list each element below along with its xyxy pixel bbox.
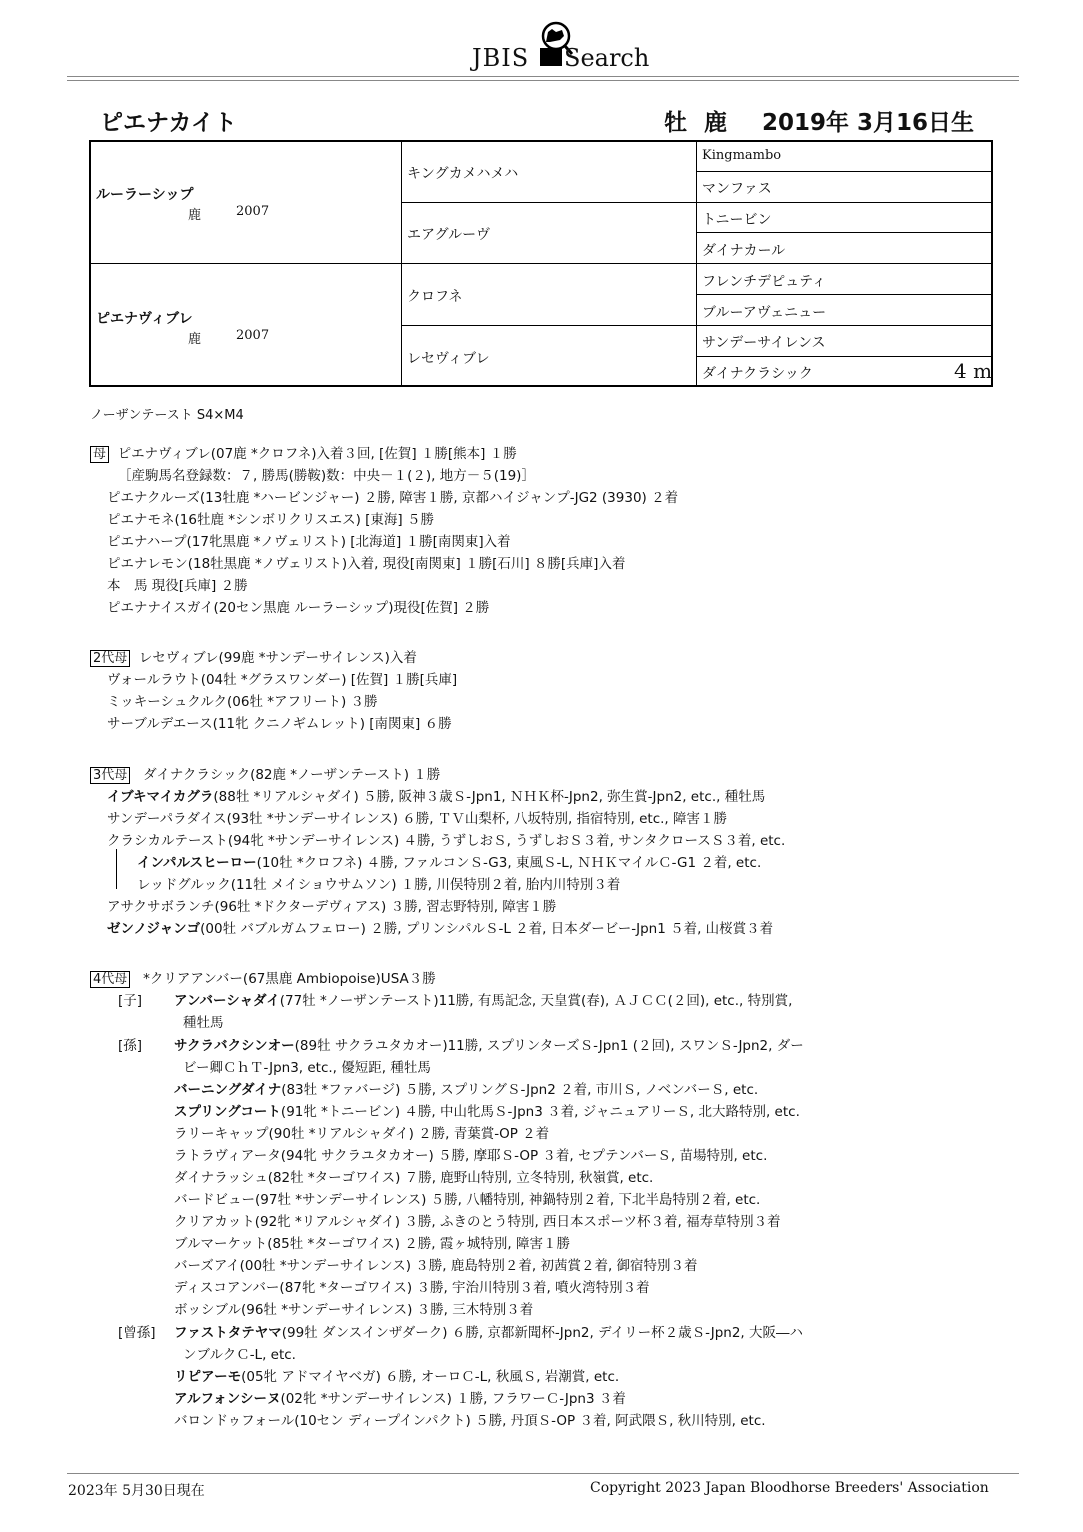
grandparent: クロフネ [407, 289, 463, 305]
stakes-winner-name: インパルスヒーロー [137, 855, 257, 871]
sire-year: 2007 [236, 204, 270, 219]
grandparent: エアグルーヴ [407, 227, 491, 243]
stakes-winner-name: バーニングダイナ [174, 1082, 282, 1098]
third-dam-produce-line: アサクサボランチ(96牡 *ドクターデヴィアス) ３勝, 習志野特別, 障害１勝 [107, 899, 557, 915]
dam-produce-line: 本 馬 現役[兵庫] ２勝 [107, 578, 248, 594]
horse-birthdate: 2019年 3月16日生 [762, 110, 975, 136]
stakes-winner-name: アルフォンシーヌ [174, 1391, 281, 1407]
copyright: Copyright 2023 Japan Bloodhorse Breeders' Association [590, 1480, 989, 1496]
pedigree-divider [696, 356, 991, 357]
grandparent: キングカメハメハ [407, 166, 519, 182]
footer-rule [67, 1473, 1019, 1474]
fourth-dam-descendant-line: リピアーモ(05牝 アドマイヤベガ) ６勝, オーロＣ-L, 秋風Ｓ, 岩潮賞, etc. [174, 1369, 620, 1385]
dam-name: ピエナヴィブレ [96, 311, 193, 327]
third-dam-produce-line: クラシカルテースト(94牝 *サンデーサイレンス) ４勝, うずしおＳ, うずしおＳ３着, サンタクロースＳ３着, etc. [107, 833, 786, 849]
grandparent: レセヴィブレ [407, 351, 490, 367]
great-grandparent: ダイナクラシック [702, 366, 813, 382]
horse-color: 鹿 [704, 110, 727, 136]
fourth-dam-descendant-line: バードビュー(97牡 *サンデーサイレンス) ５勝, 八幡特別, 神鍋特別２着, 下北半島特別２着, etc. [174, 1192, 761, 1208]
great-grandparent: マンファス [702, 181, 772, 197]
section-tag: 3代母 [90, 767, 130, 784]
logo-text-jbis: JBIS [472, 44, 530, 72]
section-tag: 2代母 [90, 650, 130, 667]
jbis-search-logo[interactable] [470, 18, 650, 74]
stakes-winner-name: ゼンノジャンゴ [107, 921, 201, 937]
fourth-dam-descendant-line: バロンドゥフォール(10セン ディープインパクト) ５勝, 丹頂Ｓ-OP ３着, 阿武隈Ｓ, 秋川特別, etc. [174, 1413, 766, 1429]
section-tag: 4代母 [90, 971, 130, 988]
stakes-winner-name: スプリングコート [174, 1104, 281, 1120]
third-dam-produce-line: サンデーパラダイス(93牡 *サンデーサイレンス) ６勝, ＴＶ山梨杯, 八坂特別, 指宿特別, etc., 障害１勝 [107, 811, 728, 827]
inbreeding-note: ノーザンテースト S4×M4 [90, 408, 244, 423]
third-dam-grandproduce-line: インパルスヒーロー(10牡 *クロフネ) ４勝, ファルコンＳ-G3, 東風Ｓ-L, ＮＨＫマイルＣ-G1 ２着, etc. [137, 855, 762, 871]
great-grandparent: Kingmambo [702, 148, 782, 163]
third-dam-heading [90, 763, 440, 784]
second-dam-produce-line: サーブルデエース(11牝 クニノギムレット) [南関東] ６勝 [107, 716, 452, 732]
group-label-children: [子] [118, 993, 143, 1009]
fourth-dam-line: *クリアアンバー(67黒鹿 Ambiopoise)USA３勝 [143, 971, 436, 987]
inbreed-mark: 4 m [954, 359, 993, 383]
pedigree-divider [91, 263, 991, 264]
pedigree-divider [401, 325, 991, 326]
third-dam-line: ダイナクラシック(82鹿 *ノーザンテースト) １勝 [143, 767, 441, 783]
fourth-dam-descendant-line: クリアカット(92牝 *リアルシャダイ) ３勝, ふきのとう特別, 西日本スポーツ杯３着, 福寿草特別３着 [174, 1214, 781, 1230]
fourth-dam-descendant-continuation: ビー卿ＣｈＴ-Jpn3, etc., 優短距, 種牡馬 [183, 1060, 431, 1076]
horse-sex: 牡 [664, 110, 687, 136]
fourth-dam-descendant-line: ラリーキャップ(90牡 *リアルシャダイ) ２勝, 青葉賞-OP ２着 [174, 1126, 550, 1142]
dam-heading [90, 442, 517, 463]
sire-name: ルーラーシップ [96, 187, 194, 203]
second-dam-heading [90, 646, 417, 667]
second-dam-line: レセヴィブレ(99鹿 *サンデーサイレンス)入着 [138, 650, 417, 666]
fourth-dam-descendant-line: サクラバクシンオー(89牡 サクラユタカオー)11勝, スプリンターズＳ-Jpn1 (２回), スワンＳ-Jpn2, ダー [174, 1038, 804, 1054]
great-grandparent: トニービン [702, 212, 772, 228]
dam-produce-line: ピエナハープ(17牝黒鹿 *ノヴェリスト) [北海道] １勝[南関東]入着 [107, 534, 511, 550]
header-rule-1 [67, 76, 1019, 77]
fourth-dam-descendant-line: バーニングダイナ(83牡 *ファバージ) ５勝, スプリングＳ-Jpn2 ２着, 市川Ｓ, ノベンバーＳ, etc. [174, 1082, 759, 1098]
header-rule-2 [67, 80, 1019, 81]
dam-produce-line: ピエナクルーズ(13牡鹿 *ハービンジャー) ２勝, 障害１勝, 京都ハイジャンプ-JG2 (3930) ２着 [107, 490, 679, 506]
group-label-great-grandchildren: [曾孫] [118, 1325, 156, 1341]
fourth-dam-descendant-line: ディスコアンバー(87牝 *ターゴワイス) ３勝, 宇治川特別３着, 噴火湾特別３着 [174, 1280, 650, 1296]
fourth-dam-descendant-line: ブルマーケット(85牡 *ターゴワイス) ２勝, 霞ヶ城特別, 障害１勝 [174, 1236, 570, 1252]
great-grandparent: サンデーサイレンス [702, 335, 826, 351]
horse-name: ピエナカイト [100, 110, 237, 136]
third-dam-produce-line: イブキマイカグラ(88牡 *リアルシャダイ) ５勝, 阪神３歳Ｓ-Jpn1, ＮＨＫ杯-Jpn2, 弥生賞-Jpn2, etc., 種牡馬 [107, 789, 766, 805]
stakes-winner-name: リピアーモ [174, 1369, 242, 1385]
dam-produce-line: ピエナモネ(16牡鹿 *シンボリクリスエス) [東海] ５勝 [107, 512, 434, 528]
pedigree-table [89, 140, 993, 387]
fourth-dam-descendant-line: バーズアイ(00牡 *サンデーサイレンス) ３勝, 鹿島特別２着, 初茜賞２着, 御宿特別３着 [174, 1258, 698, 1274]
fourth-dam-descendant-line: ダイナラッシュ(82牡 *ターゴワイス) ７勝, 鹿野山特別, 立冬特別, 秋嶺賞, etc. [174, 1170, 654, 1186]
fourth-dam-descendant-line: ラトラヴィアータ(94牝 サクラユタカオー) ５勝, 摩耶Ｓ-OP ３着, セプテンバーＳ, 苗場特別, etc. [174, 1148, 768, 1164]
great-grandparent: ブルーアヴェニュー [702, 305, 827, 321]
fourth-dam-descendant-line: スプリングコート(91牝 *トニービン) ４勝, 中山牝馬Ｓ-Jpn3 ３着, ジャニュアリーＳ, 北大路特別, etc. [174, 1104, 800, 1120]
dam-line: ピエナヴィブレ(07鹿 *クロフネ)入着３回, [佐賀] １勝[熊本] １勝 [117, 446, 517, 462]
logo-text-search: Search [564, 44, 650, 72]
dam-produce-line: ピエナナイスガイ(20セン黒鹿 ルーラーシップ)現役[佐賀] ２勝 [107, 600, 490, 616]
fourth-dam-descendant-continuation: ンブルクＣ-L, etc. [183, 1347, 296, 1363]
pedigree-divider [696, 294, 991, 295]
dam-year: 2007 [236, 328, 270, 343]
pedigree-divider [696, 232, 991, 233]
fourth-dam-descendant-line: アルフォンシーヌ(02牝 *サンデーサイレンス) １勝, フラワーＣ-Jpn3 ３着 [174, 1391, 626, 1407]
great-grandparent: ダイナカール [702, 243, 786, 259]
pedigree-divider [696, 171, 991, 172]
third-dam-grandproduce-line: レッドグルック(11牡 メイショウサムソン) １勝, 川俣特別２着, 胎内川特別３着 [137, 877, 621, 893]
stakes-winner-name: サクラバクシンオー [174, 1038, 295, 1054]
stakes-winner-name: イブキマイカグラ [107, 789, 214, 805]
sire-color: 鹿 [188, 208, 202, 223]
dam-produce-summary: ［産駒馬名登録数：７, 勝馬(勝鞍)数：中央－１(２), 地方－５(19)］ [118, 468, 535, 484]
fourth-dam-heading [90, 967, 436, 988]
fourth-dam-descendant-continuation: 種牡馬 [183, 1015, 224, 1031]
pedigree-divider [401, 202, 991, 203]
section-tag: 母 [90, 446, 109, 463]
dam-produce-line: ピエナレモン(18牡黒鹿 *ノヴェリスト)入着, 現役[南関東] １勝[石川] ８勝[兵庫]入着 [107, 556, 626, 572]
stakes-winner-name: ファストタテヤマ [174, 1325, 282, 1341]
group-label-grandchildren: [孫] [118, 1038, 143, 1054]
report-date: 2023年 5月30日現在 [68, 1483, 205, 1499]
stakes-winner-name: アンバーシャダイ [174, 993, 280, 1009]
second-dam-produce-line: ヴォールラウト(04牡 *グラスワンダー) [佐賀] １勝[兵庫] [107, 672, 458, 688]
great-grandparent: フレンチデピュティ [702, 274, 826, 290]
third-dam-produce-line: ゼンノジャンゴ(00牡 バブルガムフェロー) ２勝, プリンシパルＳ-L ２着, 日本ダービー-Jpn1 ５着, 山桜賞３着 [107, 921, 774, 937]
dam-color: 鹿 [188, 332, 202, 347]
fourth-dam-descendant-line: ファストタテヤマ(99牡 ダンスインザダーク) ６勝, 京都新聞杯-Jpn2, デイリー杯２歳Ｓ-Jpn2, 大阪―ハ [174, 1325, 804, 1341]
descendant-bar [116, 849, 117, 889]
fourth-dam-descendant-line: ボッシブル(96牡 *サンデーサイレンス) ３勝, 三木特別３着 [174, 1302, 534, 1318]
fourth-dam-descendant-line: アンバーシャダイ(77牡 *ノーザンテースト)11勝, 有馬記念, 天皇賞(春), ＡＪＣＣ(２回), etc., 特別賞, [174, 993, 793, 1009]
second-dam-produce-line: ミッキーシュクルク(06牡 *アフリート) ３勝 [107, 694, 378, 710]
